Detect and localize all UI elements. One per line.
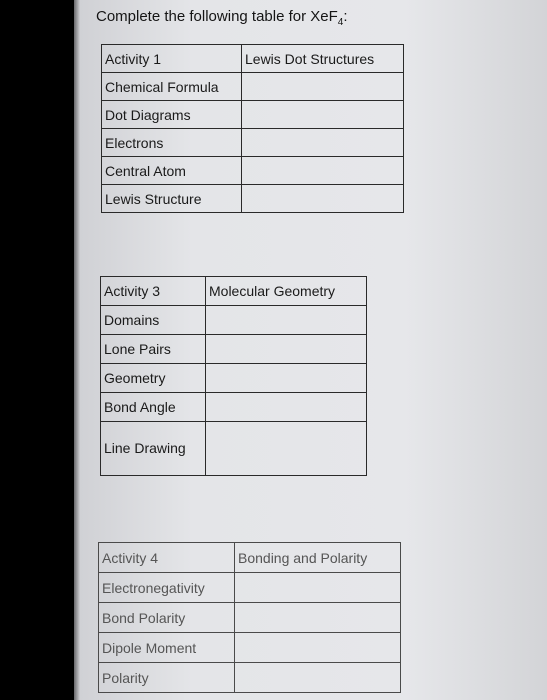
- row-label: Chemical Formula: [102, 73, 242, 101]
- answer-cell[interactable]: [206, 364, 367, 393]
- table-row: [101, 335, 367, 364]
- photo-shadow: [0, 0, 80, 700]
- header-cell: Molecular Geometry: [206, 277, 367, 306]
- header-cell: Lewis Dot Structures: [242, 45, 404, 73]
- answer-cell[interactable]: [235, 633, 401, 663]
- row-label: Bond Polarity: [99, 603, 235, 633]
- header-cell: Activity 1: [102, 45, 242, 73]
- table-row: [99, 663, 401, 693]
- answer-cell[interactable]: [206, 335, 367, 364]
- activity-1-table: [101, 44, 404, 213]
- table-row: [102, 101, 404, 129]
- table-row: [101, 306, 367, 335]
- answer-cell[interactable]: [242, 101, 404, 129]
- worksheet-title: Complete the following table for XeF$_4$:: [96, 8, 348, 28]
- answer-cell[interactable]: [242, 129, 404, 157]
- answer-cell[interactable]: [242, 73, 404, 101]
- table-row: [102, 157, 404, 185]
- table-row: [102, 185, 404, 213]
- row-label: Domains: [101, 306, 206, 335]
- row-label: Geometry: [101, 364, 206, 393]
- table-header-row: [102, 45, 404, 73]
- header-cell: Activity 4: [99, 543, 235, 573]
- table-row: [101, 393, 367, 422]
- activity-3-table: [100, 276, 367, 476]
- table-header-row: [101, 277, 367, 306]
- activity-4-table: [98, 542, 401, 693]
- row-label: Electronegativity: [99, 573, 235, 603]
- row-label: Lone Pairs: [101, 335, 206, 364]
- table-row: [99, 573, 401, 603]
- table-row: [102, 129, 404, 157]
- table-header-row: [99, 543, 401, 573]
- row-label: Line Drawing: [101, 422, 206, 476]
- row-label: Electrons: [102, 129, 242, 157]
- table-row: [101, 364, 367, 393]
- table-row: [99, 603, 401, 633]
- table-row: [102, 73, 404, 101]
- table-row: [99, 633, 401, 663]
- answer-cell[interactable]: [206, 422, 367, 476]
- answer-cell[interactable]: [235, 573, 401, 603]
- header-cell: Activity 3: [101, 277, 206, 306]
- row-label: Bond Angle: [101, 393, 206, 422]
- answer-cell[interactable]: [242, 185, 404, 213]
- answer-cell[interactable]: [235, 603, 401, 633]
- answer-cell[interactable]: [206, 393, 367, 422]
- row-label: Lewis Structure: [102, 185, 242, 213]
- answer-cell[interactable]: [235, 663, 401, 693]
- row-label: Dipole Moment: [99, 633, 235, 663]
- answer-cell[interactable]: [242, 157, 404, 185]
- table-row: [101, 422, 367, 476]
- header-cell: Bonding and Polarity: [235, 543, 401, 573]
- row-label: Polarity: [99, 663, 235, 693]
- row-label: Central Atom: [102, 157, 242, 185]
- answer-cell[interactable]: [206, 306, 367, 335]
- row-label: Dot Diagrams: [102, 101, 242, 129]
